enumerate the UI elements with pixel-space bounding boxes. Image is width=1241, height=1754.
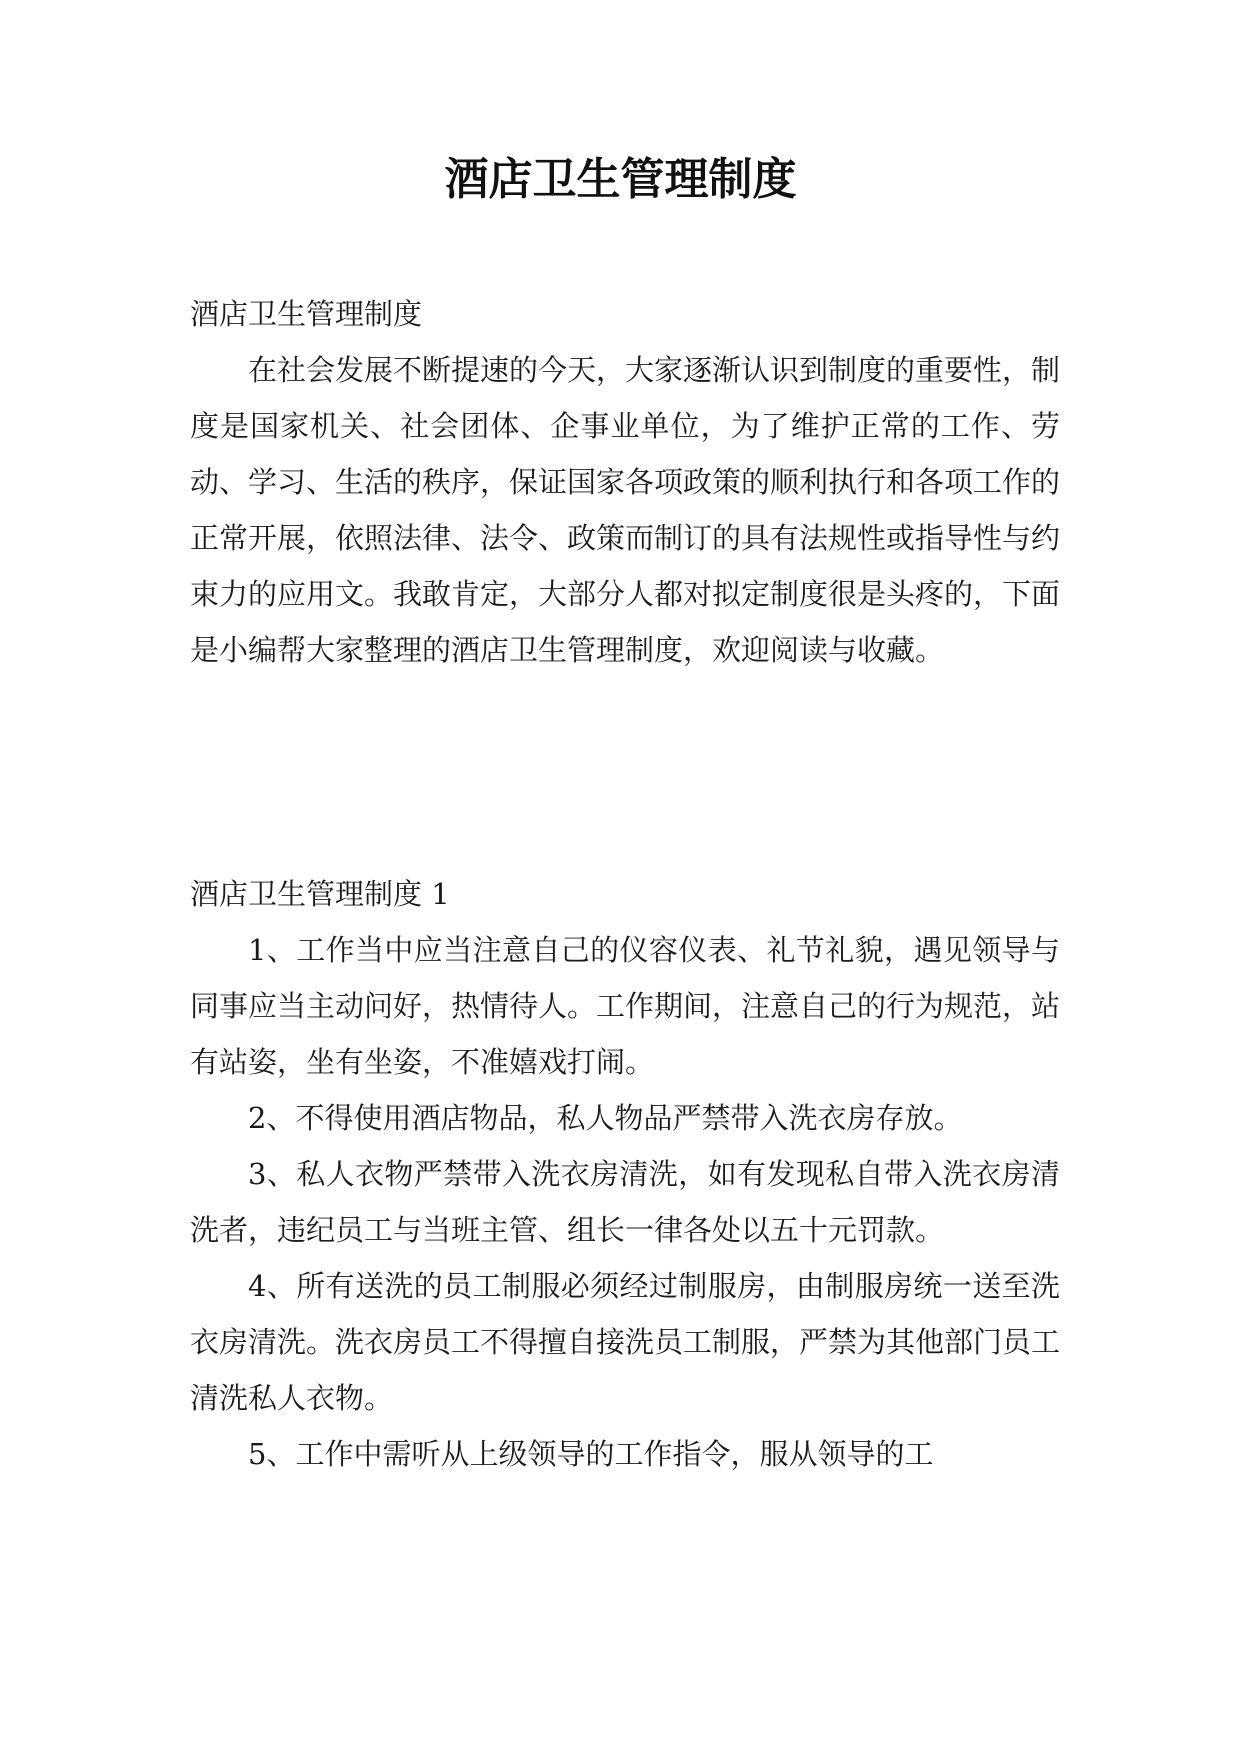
document-title: 酒店卫生管理制度 <box>444 154 797 205</box>
list-item: 2、不得使用酒店物品，私人物品严禁带入洗衣房存放。 <box>248 1101 963 1135</box>
intro-section <box>190 286 1060 678</box>
section-1 <box>190 866 1060 1482</box>
intro-heading: 酒店卫生管理制度 <box>190 297 423 331</box>
section-1-heading: 酒店卫生管理制度 1 <box>190 877 450 911</box>
list-item: 1、工作当中应当注意自己的仪容仪表、礼节礼貌，遇见领导与同事应当主动问好，热情待人。工作期间，注意自己的行为规范，站有站姿，坐有坐姿，不准嬉戏打闹。 <box>190 933 1061 1079</box>
list-item: 5、工作中需听从上级领导的工作指令，服从领导的工 <box>248 1437 934 1471</box>
list-item: 4、所有送洗的员工制服必须经过制服房，由制服房统一送至洗衣房清洗。洗衣房员工不得擅自接洗员工制服，严禁为其他部门员工清洗私人衣物。 <box>190 1269 1061 1415</box>
list-item: 3、私人衣物严禁带入洗衣房清洗，如有发现私自带入洗衣房清洗者，违纪员工与当班主管、组长一律各处以五十元罚款。 <box>190 1157 1060 1247</box>
intro-paragraph: 在社会发展不断提速的今天，大家逐渐认识到制度的重要性，制度是国家机关、社会团体、企事业单位，为了维护正常的工作、劳动、学习、生活的秩序，保证国家各项政策的顺利执行和各项工作的正常开展，依照法律、法令、政策而制订的具有法规性或指导性与约束力的应用文。我敢肯定，大部分人都对拟定制度很是头疼的，下面是小编帮大家整理的酒店卫生管理制度，欢迎阅读与收藏。 <box>190 353 1061 667</box>
